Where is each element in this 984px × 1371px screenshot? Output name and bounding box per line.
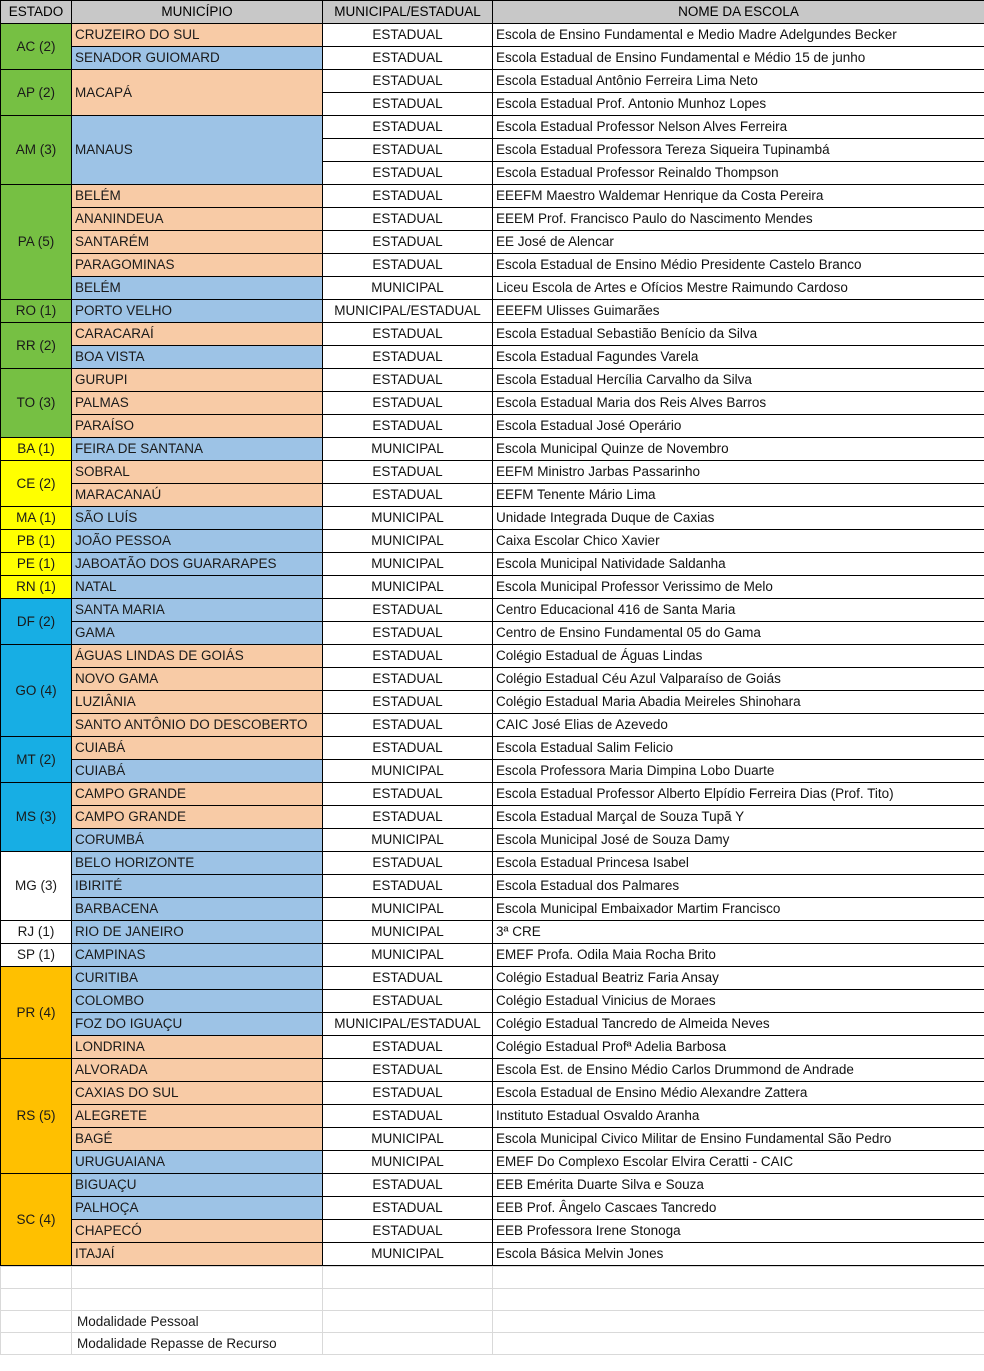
table-body	[1, 24, 984, 1266]
header-row	[1, 1, 984, 24]
empty-cell	[1, 1267, 72, 1289]
administration-type-cell[interactable]: ESTADUAL	[323, 415, 493, 438]
empty-cell	[1, 1289, 72, 1311]
school-name-cell[interactable]: EEFM Ministro Jarbas Passarinho	[493, 461, 984, 484]
table-header	[1, 1, 984, 24]
administration-type-cell[interactable]: ESTADUAL	[323, 70, 493, 93]
empty-cell	[72, 1267, 323, 1289]
column-header-nome-da-escola: NOME DA ESCOLA	[493, 1, 984, 24]
table-row	[1, 553, 984, 576]
administration-type-cell[interactable]: ESTADUAL	[323, 185, 493, 208]
school-name-cell[interactable]: EMEF Profa. Odila Maia Rocha Brito	[493, 944, 984, 967]
table-row	[1, 300, 984, 323]
legend-item-modalidade-pessoal[interactable]: Modalidade Pessoal	[72, 1311, 323, 1333]
municipality-cell[interactable]: BELÉM	[72, 277, 323, 300]
legend-row	[1, 1311, 984, 1333]
state-cell[interactable]: PE (1)	[1, 553, 72, 576]
table-row	[1, 208, 984, 231]
school-name-cell[interactable]: Escola Est. de Ensino Médio Carlos Drummond de Andrade	[493, 1059, 984, 1082]
school-name-cell[interactable]: Escola Estadual de Ensino Fundamental e Médio 15 de junho	[493, 47, 984, 70]
state-cell[interactable]: AP (2)	[1, 70, 72, 116]
school-name-cell[interactable]: EEB Prof. Ângelo Cascaes Tancredo	[493, 1197, 984, 1220]
school-name-cell[interactable]: Escola Estadual Professor Alberto Elpídio Ferreira Dias (Prof. Tito)	[493, 783, 984, 806]
legend-table	[0, 1266, 984, 1355]
school-name-cell[interactable]: 3ª CRE	[493, 921, 984, 944]
state-cell[interactable]: SP (1)	[1, 944, 72, 967]
table-row	[1, 1059, 984, 1082]
table-row	[1, 1243, 984, 1266]
administration-type-cell[interactable]: ESTADUAL	[323, 1197, 493, 1220]
administration-type-cell[interactable]: MUNICIPAL	[323, 829, 493, 852]
municipality-cell[interactable]: ALVORADA	[72, 1059, 323, 1082]
table-row	[1, 1197, 984, 1220]
school-name-cell[interactable]: Colégio Estadual Maria Abadia Meireles Shinohara	[493, 691, 984, 714]
municipality-cell[interactable]: CAMPO GRANDE	[72, 806, 323, 829]
legend-spacer-row	[1, 1289, 984, 1311]
table-row	[1, 760, 984, 783]
school-name-cell[interactable]: EE José de Alencar	[493, 231, 984, 254]
municipality-cell[interactable]: BELÉM	[72, 185, 323, 208]
municipality-cell[interactable]: IBIRITÉ	[72, 875, 323, 898]
empty-cell	[1, 1333, 72, 1355]
school-name-cell[interactable]: Escola Estadual Sebastião Benício da Silva	[493, 323, 984, 346]
school-name-cell[interactable]: Escola Estadual Hercília Carvalho da Silva	[493, 369, 984, 392]
municipality-cell[interactable]: CORUMBÁ	[72, 829, 323, 852]
table-row	[1, 783, 984, 806]
administration-type-cell[interactable]: ESTADUAL	[323, 116, 493, 139]
school-name-cell[interactable]: Centro Educacional 416 de Santa Maria	[493, 599, 984, 622]
school-name-cell[interactable]: EEFM Tenente Mário Lima	[493, 484, 984, 507]
school-name-cell[interactable]: Escola Básica Melvin Jones	[493, 1243, 984, 1266]
municipality-cell[interactable]: CAXIAS DO SUL	[72, 1082, 323, 1105]
municipality-cell[interactable]: ALEGRETE	[72, 1105, 323, 1128]
school-name-cell[interactable]: Escola Estadual Princesa Isabel	[493, 852, 984, 875]
table-row	[1, 70, 984, 93]
school-name-cell[interactable]: Escola Estadual de Ensino Médio Presidente Castelo Branco	[493, 254, 984, 277]
table-row	[1, 645, 984, 668]
administration-type-cell[interactable]: MUNICIPAL	[323, 1151, 493, 1174]
administration-type-cell[interactable]: ESTADUAL	[323, 1036, 493, 1059]
school-name-cell[interactable]: Escola Municipal Embaixador Martim Francisco	[493, 898, 984, 921]
school-name-cell[interactable]: Escola Estadual Professor Nelson Alves Ferreira	[493, 116, 984, 139]
administration-type-cell[interactable]: MUNICIPAL/ESTADUAL	[323, 1013, 493, 1036]
administration-type-cell[interactable]: ESTADUAL	[323, 1082, 493, 1105]
state-cell[interactable]: PB (1)	[1, 530, 72, 553]
administration-type-cell[interactable]: ESTADUAL	[323, 806, 493, 829]
administration-type-cell[interactable]: MUNICIPAL	[323, 944, 493, 967]
municipality-cell[interactable]: RIO DE JANEIRO	[72, 921, 323, 944]
table-row	[1, 898, 984, 921]
administration-type-cell[interactable]: ESTADUAL	[323, 599, 493, 622]
school-name-cell[interactable]: Escola Municipal Natividade Saldanha	[493, 553, 984, 576]
table-row	[1, 1013, 984, 1036]
municipality-cell[interactable]: CURITIBA	[72, 967, 323, 990]
empty-cell	[493, 1311, 984, 1333]
municipality-cell[interactable]: CARACARAÍ	[72, 323, 323, 346]
school-name-cell[interactable]: Escola Estadual José Operário	[493, 415, 984, 438]
state-cell[interactable]: CE (2)	[1, 461, 72, 507]
school-name-cell[interactable]: Instituto Estadual Osvaldo Aranha	[493, 1105, 984, 1128]
administration-type-cell[interactable]: ESTADUAL	[323, 875, 493, 898]
state-cell[interactable]: DF (2)	[1, 599, 72, 645]
municipality-cell[interactable]: JABOATÃO DOS GUARARAPES	[72, 553, 323, 576]
school-name-cell[interactable]: Escola Professora Maria Dimpina Lobo Duarte	[493, 760, 984, 783]
table-row	[1, 24, 984, 47]
school-name-cell[interactable]: Colégio Estadual de Águas Lindas	[493, 645, 984, 668]
school-name-cell[interactable]: Liceu Escola de Artes e Ofícios Mestre Raimundo Cardoso	[493, 277, 984, 300]
municipality-cell[interactable]: MARACANAÚ	[72, 484, 323, 507]
administration-type-cell[interactable]: ESTADUAL	[323, 392, 493, 415]
legend-body	[1, 1267, 984, 1355]
column-header-municipio: MUNICÍPIO	[72, 1, 323, 24]
municipality-cell[interactable]: CHAPECÓ	[72, 1220, 323, 1243]
school-name-cell[interactable]: Unidade Integrada Duque de Caxias	[493, 507, 984, 530]
table-row	[1, 875, 984, 898]
state-cell[interactable]: PA (5)	[1, 185, 72, 300]
administration-type-cell[interactable]: ESTADUAL	[323, 967, 493, 990]
school-name-cell[interactable]: EEEFM Ulisses Guimarães	[493, 300, 984, 323]
state-cell[interactable]: MG (3)	[1, 852, 72, 921]
table-row	[1, 599, 984, 622]
state-cell[interactable]: TO (3)	[1, 369, 72, 438]
table-row	[1, 944, 984, 967]
column-header-municipal-estadual: MUNICIPAL/ESTADUAL	[323, 1, 493, 24]
table-row	[1, 346, 984, 369]
table-row	[1, 622, 984, 645]
school-name-cell[interactable]: Escola Estadual de Ensino Médio Alexandre Zattera	[493, 1082, 984, 1105]
school-name-cell[interactable]: Colégio Estadual Beatriz Faria Ansay	[493, 967, 984, 990]
administration-type-cell[interactable]: ESTADUAL	[323, 231, 493, 254]
table-row	[1, 668, 984, 691]
school-name-cell[interactable]: Colégio Estadual Vinicius de Moraes	[493, 990, 984, 1013]
administration-type-cell[interactable]: ESTADUAL	[323, 1174, 493, 1197]
municipality-cell[interactable]: MANAUS	[72, 116, 323, 185]
administration-type-cell[interactable]: MUNICIPAL	[323, 553, 493, 576]
table-row	[1, 714, 984, 737]
school-name-cell[interactable]: Escola Estadual Marçal de Souza Tupã Y	[493, 806, 984, 829]
administration-type-cell[interactable]: ESTADUAL	[323, 24, 493, 47]
municipality-cell[interactable]: SANTO ANTÔNIO DO DESCOBERTO	[72, 714, 323, 737]
administration-type-cell[interactable]: ESTADUAL	[323, 1220, 493, 1243]
state-cell[interactable]: GO (4)	[1, 645, 72, 737]
municipality-cell[interactable]: CUIABÁ	[72, 760, 323, 783]
administration-type-cell[interactable]: ESTADUAL	[323, 369, 493, 392]
municipality-cell[interactable]: JOÃO PESSOA	[72, 530, 323, 553]
administration-type-cell[interactable]: ESTADUAL	[323, 484, 493, 507]
municipality-cell[interactable]: CAMPO GRANDE	[72, 783, 323, 806]
table-row	[1, 484, 984, 507]
empty-cell	[323, 1267, 493, 1289]
table-row	[1, 1174, 984, 1197]
table-row	[1, 277, 984, 300]
school-name-cell[interactable]: Caixa Escolar Chico Xavier	[493, 530, 984, 553]
municipality-cell[interactable]: BIGUAÇU	[72, 1174, 323, 1197]
school-name-cell[interactable]: Escola Estadual Antônio Ferreira Lima Neto	[493, 70, 984, 93]
municipality-cell[interactable]: ÁGUAS LINDAS DE GOIÁS	[72, 645, 323, 668]
administration-type-cell[interactable]: ESTADUAL	[323, 162, 493, 185]
administration-type-cell[interactable]: ESTADUAL	[323, 668, 493, 691]
administration-type-cell[interactable]: MUNICIPAL/ESTADUAL	[323, 300, 493, 323]
state-cell[interactable]: RJ (1)	[1, 921, 72, 944]
school-name-cell[interactable]: Escola Estadual dos Palmares	[493, 875, 984, 898]
municipality-cell[interactable]: GURUPI	[72, 369, 323, 392]
municipality-cell[interactable]: SÃO LUÍS	[72, 507, 323, 530]
table-row	[1, 1082, 984, 1105]
school-name-cell[interactable]: Escola Estadual Professora Tereza Siqueira Tupinambá	[493, 139, 984, 162]
administration-type-cell[interactable]: ESTADUAL	[323, 461, 493, 484]
column-header-estado: ESTADO	[1, 1, 72, 24]
empty-cell	[323, 1333, 493, 1355]
legend-zone	[0, 1266, 984, 1355]
table-row	[1, 415, 984, 438]
administration-type-cell[interactable]: ESTADUAL	[323, 737, 493, 760]
municipality-cell[interactable]: NOVO GAMA	[72, 668, 323, 691]
municipality-cell[interactable]: SENADOR GUIOMARD	[72, 47, 323, 70]
administration-type-cell[interactable]: ESTADUAL	[323, 783, 493, 806]
administration-type-cell[interactable]: ESTADUAL	[323, 1105, 493, 1128]
table-row	[1, 438, 984, 461]
state-cell[interactable]: MT (2)	[1, 737, 72, 783]
legend-item-modalidade-repasse[interactable]: Modalidade Repasse de Recurso	[72, 1333, 323, 1355]
school-name-cell[interactable]: Escola Estadual Fagundes Varela	[493, 346, 984, 369]
table-row	[1, 691, 984, 714]
administration-type-cell[interactable]: MUNICIPAL	[323, 438, 493, 461]
table-row	[1, 990, 984, 1013]
municipality-cell[interactable]: ITAJAÍ	[72, 1243, 323, 1266]
school-name-cell[interactable]: Escola Estadual Salim Felicio	[493, 737, 984, 760]
school-name-cell[interactable]: EEEM Prof. Francisco Paulo do Nascimento Mendes	[493, 208, 984, 231]
school-name-cell[interactable]: CAIC José Elias de Azevedo	[493, 714, 984, 737]
school-name-cell[interactable]: Centro de Ensino Fundamental 05 do Gama	[493, 622, 984, 645]
state-cell[interactable]: MS (3)	[1, 783, 72, 852]
administration-type-cell[interactable]: ESTADUAL	[323, 1059, 493, 1082]
municipality-cell[interactable]: LONDRINA	[72, 1036, 323, 1059]
municipality-cell[interactable]: NATAL	[72, 576, 323, 599]
administration-type-cell[interactable]: ESTADUAL	[323, 208, 493, 231]
table-row	[1, 392, 984, 415]
table-row	[1, 1128, 984, 1151]
table-row	[1, 47, 984, 70]
municipality-cell[interactable]: MACAPÁ	[72, 70, 323, 116]
state-cell[interactable]: RO (1)	[1, 300, 72, 323]
state-cell[interactable]: AC (2)	[1, 24, 72, 70]
municipality-cell[interactable]: BARBACENA	[72, 898, 323, 921]
empty-cell	[323, 1289, 493, 1311]
administration-type-cell[interactable]: MUNICIPAL	[323, 507, 493, 530]
table-row	[1, 323, 984, 346]
municipality-cell[interactable]: FEIRA DE SANTANA	[72, 438, 323, 461]
empty-cell	[493, 1267, 984, 1289]
administration-type-cell[interactable]: ESTADUAL	[323, 254, 493, 277]
table-row	[1, 461, 984, 484]
municipality-cell[interactable]: BOA VISTA	[72, 346, 323, 369]
administration-type-cell[interactable]: ESTADUAL	[323, 346, 493, 369]
empty-cell	[323, 1311, 493, 1333]
administration-type-cell[interactable]: ESTADUAL	[323, 622, 493, 645]
state-cell[interactable]: BA (1)	[1, 438, 72, 461]
school-name-cell[interactable]: EEEFM Maestro Waldemar Henrique da Costa Pereira	[493, 185, 984, 208]
municipality-cell[interactable]: GAMA	[72, 622, 323, 645]
table-row	[1, 1220, 984, 1243]
school-name-cell[interactable]: Colégio Estadual Tancredo de Almeida Neves	[493, 1013, 984, 1036]
state-cell[interactable]: SC (4)	[1, 1174, 72, 1266]
table-row	[1, 507, 984, 530]
school-name-cell[interactable]: Escola Municipal Professor Verissimo de Melo	[493, 576, 984, 599]
legend-row	[1, 1333, 984, 1355]
administration-type-cell[interactable]: MUNICIPAL	[323, 760, 493, 783]
table-row	[1, 1151, 984, 1174]
school-name-cell[interactable]: Escola Municipal Quinze de Novembro	[493, 438, 984, 461]
school-name-cell[interactable]: EEB Emérita Duarte Silva e Souza	[493, 1174, 984, 1197]
administration-type-cell[interactable]: ESTADUAL	[323, 852, 493, 875]
administration-type-cell[interactable]: ESTADUAL	[323, 990, 493, 1013]
school-name-cell[interactable]: Escola Estadual Maria dos Reis Alves Barros	[493, 392, 984, 415]
administration-type-cell[interactable]: MUNICIPAL	[323, 898, 493, 921]
school-name-cell[interactable]: EMEF Do Complexo Escolar Elvira Ceratti - CAIC	[493, 1151, 984, 1174]
table-row	[1, 254, 984, 277]
legend-spacer-row	[1, 1267, 984, 1289]
state-cell[interactable]: RS (5)	[1, 1059, 72, 1174]
administration-type-cell[interactable]: ESTADUAL	[323, 714, 493, 737]
school-name-cell[interactable]: Colégio Estadual Profª Adelia Barbosa	[493, 1036, 984, 1059]
table-row	[1, 369, 984, 392]
municipality-cell[interactable]: SANTA MARIA	[72, 599, 323, 622]
school-name-cell[interactable]: Escola Municipal José de Souza Damy	[493, 829, 984, 852]
administration-type-cell[interactable]: ESTADUAL	[323, 47, 493, 70]
state-cell[interactable]: AM (3)	[1, 116, 72, 185]
table-row	[1, 231, 984, 254]
municipality-cell[interactable]: BAGÉ	[72, 1128, 323, 1151]
table-row	[1, 967, 984, 990]
table-row	[1, 921, 984, 944]
table-row	[1, 829, 984, 852]
administration-type-cell[interactable]: MUNICIPAL	[323, 921, 493, 944]
administration-type-cell[interactable]: MUNICIPAL	[323, 1128, 493, 1151]
school-name-cell[interactable]: Escola de Ensino Fundamental e Medio Madre Adelgundes Becker	[493, 24, 984, 47]
municipality-cell[interactable]: SOBRAL	[72, 461, 323, 484]
table-row	[1, 737, 984, 760]
empty-cell	[1, 1311, 72, 1333]
state-cell[interactable]: PR (4)	[1, 967, 72, 1059]
school-name-cell[interactable]: Escola Estadual Prof. Antonio Munhoz Lopes	[493, 93, 984, 116]
table-row	[1, 576, 984, 599]
municipality-cell[interactable]: URUGUAIANA	[72, 1151, 323, 1174]
empty-cell	[493, 1289, 984, 1311]
table-row	[1, 185, 984, 208]
administration-type-cell[interactable]: ESTADUAL	[323, 139, 493, 162]
municipality-cell[interactable]: CAMPINAS	[72, 944, 323, 967]
municipality-cell[interactable]: ANANINDEUA	[72, 208, 323, 231]
municipality-cell[interactable]: COLOMBO	[72, 990, 323, 1013]
school-name-cell[interactable]: EEB Professora Irene Stonoga	[493, 1220, 984, 1243]
table-row	[1, 530, 984, 553]
administration-type-cell[interactable]: MUNICIPAL	[323, 277, 493, 300]
municipality-cell[interactable]: BELO HORIZONTE	[72, 852, 323, 875]
municipality-cell[interactable]: PORTO VELHO	[72, 300, 323, 323]
municipality-cell[interactable]: PARAGOMINAS	[72, 254, 323, 277]
administration-type-cell[interactable]: ESTADUAL	[323, 93, 493, 116]
municipality-cell[interactable]: CRUZEIRO DO SUL	[72, 24, 323, 47]
school-name-cell[interactable]: Escola Municipal Civico Militar de Ensino Fundamental São Pedro	[493, 1128, 984, 1151]
table-row	[1, 852, 984, 875]
municipality-cell[interactable]: FOZ DO IGUAÇU	[72, 1013, 323, 1036]
table-row	[1, 1036, 984, 1059]
table-row	[1, 1105, 984, 1128]
state-cell[interactable]: RR (2)	[1, 323, 72, 369]
school-name-cell[interactable]: Escola Estadual Professor Reinaldo Thompson	[493, 162, 984, 185]
table-row	[1, 116, 984, 139]
municipality-cell[interactable]: SANTARÉM	[72, 231, 323, 254]
state-cell[interactable]: MA (1)	[1, 507, 72, 530]
state-cell[interactable]: RN (1)	[1, 576, 72, 599]
administration-type-cell[interactable]: ESTADUAL	[323, 645, 493, 668]
administration-type-cell[interactable]: MUNICIPAL	[323, 530, 493, 553]
municipality-cell[interactable]: PALMAS	[72, 392, 323, 415]
municipality-cell[interactable]: LUZIÂNIA	[72, 691, 323, 714]
school-name-cell[interactable]: Colégio Estadual Céu Azul Valparaíso de Goiás	[493, 668, 984, 691]
table-row	[1, 806, 984, 829]
empty-cell	[72, 1289, 323, 1311]
administration-type-cell[interactable]: MUNICIPAL	[323, 576, 493, 599]
municipality-cell[interactable]: CUIABÁ	[72, 737, 323, 760]
empty-cell	[493, 1333, 984, 1355]
administration-type-cell[interactable]: ESTADUAL	[323, 691, 493, 714]
administration-type-cell[interactable]: MUNICIPAL	[323, 1243, 493, 1266]
municipality-cell[interactable]: PALHOÇA	[72, 1197, 323, 1220]
administration-type-cell[interactable]: ESTADUAL	[323, 323, 493, 346]
municipality-cell[interactable]: PARAÍSO	[72, 415, 323, 438]
